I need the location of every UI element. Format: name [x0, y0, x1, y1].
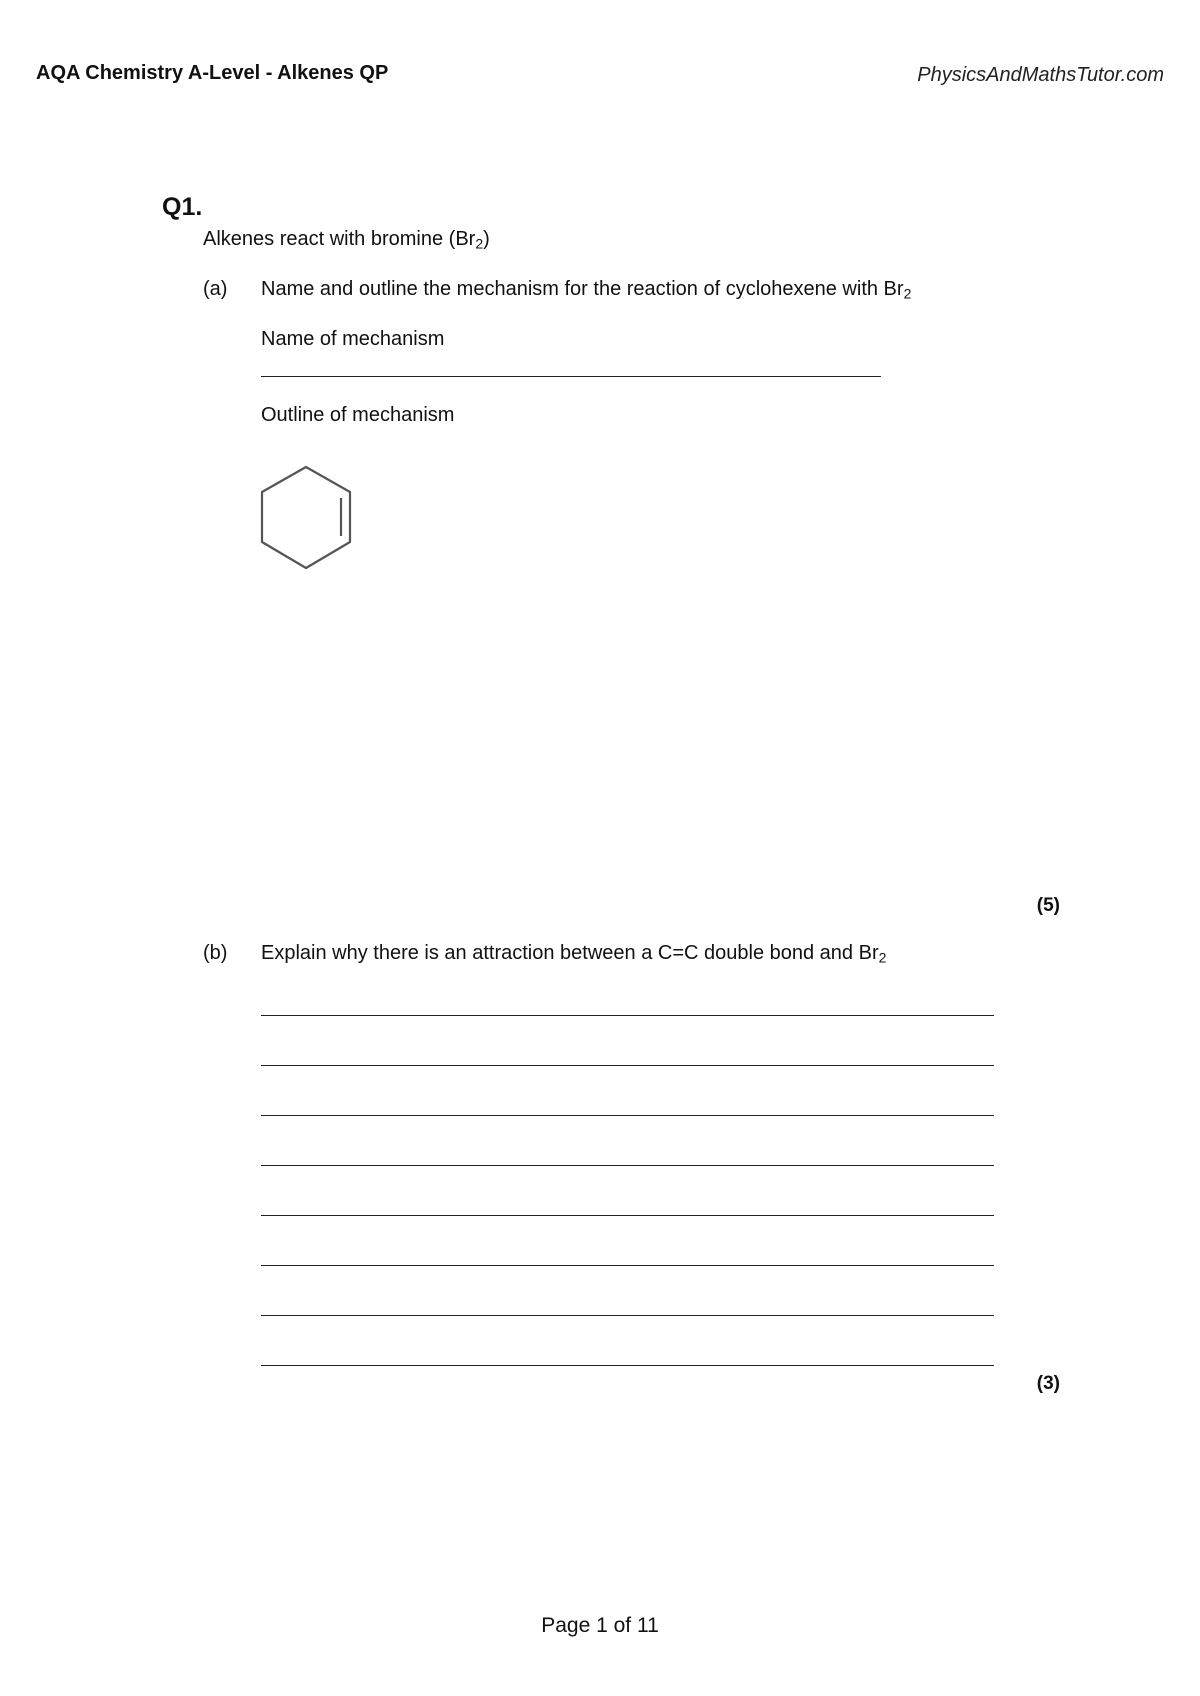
- mechanism-outline-label: Outline of mechanism: [261, 404, 455, 426]
- part-b-answer-line[interactable]: [261, 1265, 994, 1266]
- document-header-source: PhysicsAndMathsTutor.com: [917, 64, 1164, 86]
- page-of-word: of: [613, 1614, 632, 1637]
- part-a-label: (a): [203, 278, 228, 300]
- part-b-answer-line[interactable]: [261, 1065, 994, 1066]
- part-a-question-text: Name and outline the mechanism for the reaction of cyclohexene with Br: [261, 278, 904, 300]
- part-b-answer-line[interactable]: [261, 1365, 994, 1366]
- part-b-label: (b): [203, 942, 228, 964]
- question-intro-subscript: 2: [475, 235, 484, 252]
- cyclohexene-structure-icon: [258, 462, 354, 574]
- page-number: 1: [596, 1614, 608, 1637]
- question-intro: [203, 228, 490, 251]
- part-b-question-subscript: 2: [878, 949, 887, 966]
- part-b-question-text: Explain why there is an attraction between a C=C double bond and Br: [261, 942, 879, 964]
- page-footer: [0, 1614, 1200, 1638]
- part-b-answer-line[interactable]: [261, 1165, 994, 1166]
- part-b-answer-line[interactable]: [261, 1215, 994, 1216]
- part-b-answer-line[interactable]: [261, 1315, 994, 1316]
- part-b-answer-line[interactable]: [261, 1115, 994, 1116]
- question-number: Q1.: [162, 193, 203, 221]
- cyclohexene-ring: [262, 467, 350, 568]
- page-total: 11: [636, 1614, 659, 1637]
- part-b-marks: (3): [1036, 1373, 1060, 1394]
- part-a-marks: (5): [1036, 895, 1060, 916]
- question-intro-end: ): [483, 228, 490, 250]
- part-a-question: [261, 278, 911, 301]
- part-a-question-subscript: 2: [903, 285, 912, 302]
- mechanism-name-answer-line[interactable]: [261, 376, 881, 377]
- part-b-question: [261, 942, 886, 965]
- mechanism-name-label: Name of mechanism: [261, 328, 445, 350]
- part-b-answer-line[interactable]: [261, 1015, 994, 1016]
- page-word: Page: [541, 1614, 591, 1637]
- document-header-title: AQA Chemistry A-Level - Alkenes QP: [36, 62, 389, 84]
- question-intro-text: Alkenes react with bromine (Br: [203, 228, 476, 250]
